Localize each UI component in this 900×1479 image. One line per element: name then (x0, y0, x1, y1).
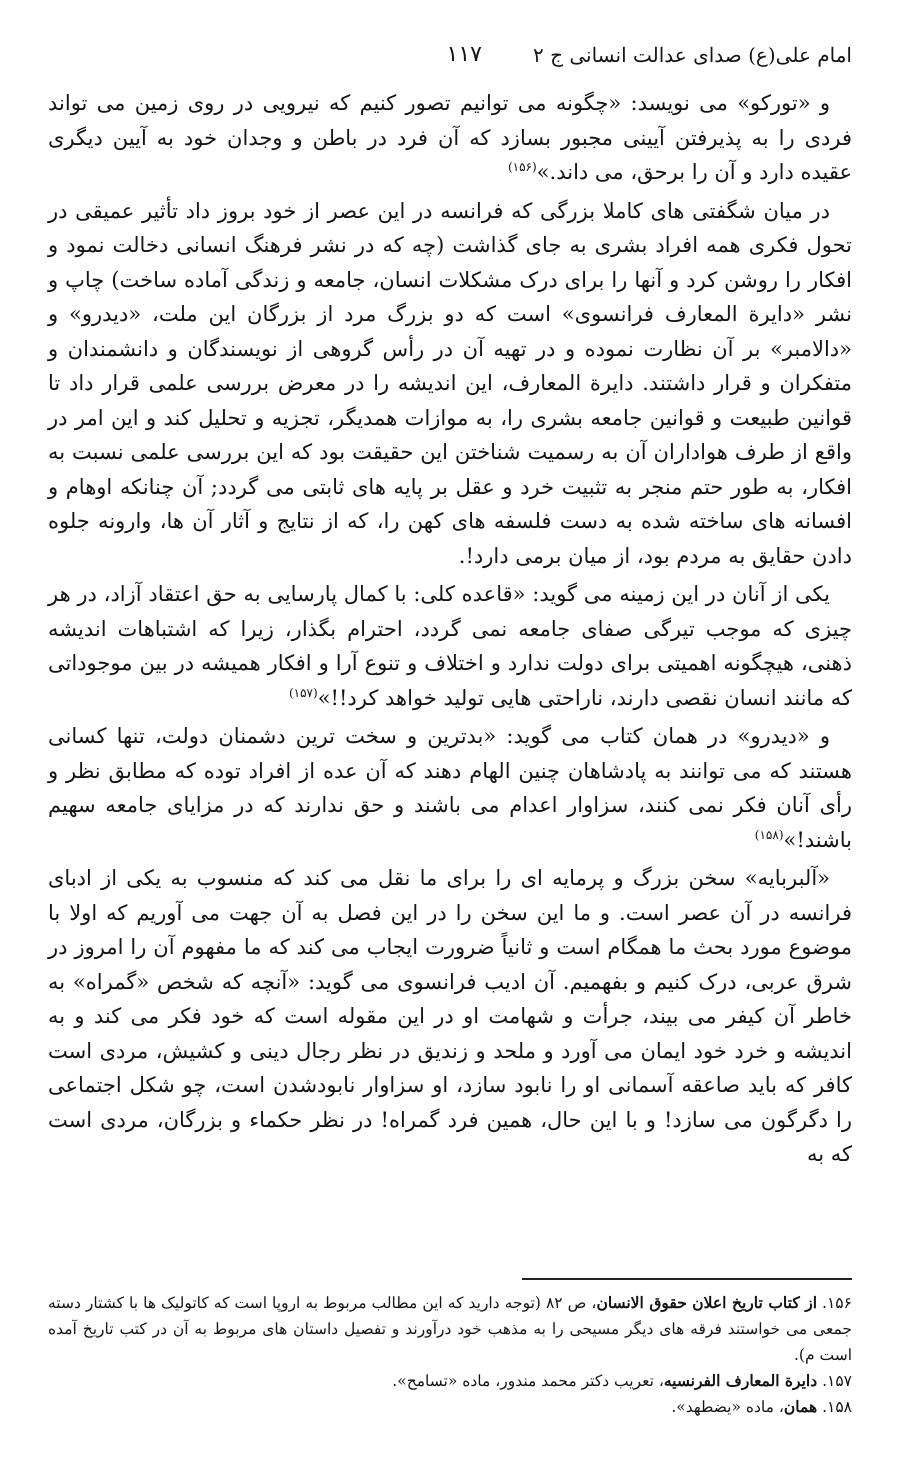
paragraph (48, 194, 852, 574)
footnotes (48, 1290, 852, 1420)
main-text (48, 86, 852, 1176)
footnote-number: ۱۵۸. (822, 1398, 852, 1416)
footnote-ref: (۱۵۸) (754, 827, 784, 842)
paragraph (48, 577, 852, 715)
footnote-number: ۱۵۷. (822, 1372, 852, 1390)
footnote-text: ، ماده «یضطهد». (671, 1398, 784, 1416)
paragraph-text: «آلبربایه» سخن بزرگ و پرمایه ای را برای ما نقل می کند که منسوب به یکی از ادبای فرانسه در آن عصر است. و ما این سخن را در این فصل به آن جهت می آوریم که اولا با موضوع مورد بحث ما همگام است و ثانیاً ضرورت ایجاب می کند که ما مفهوم آن را امروز در شرق عربی، درک کنیم و بفهمیم. آن ادیب فرانسوی می گوید: «آنچه که شخص «گمراه» به خاطر آن کیفر می بیند، جرأت و شهامت او در این مقوله است که خود فکر می کند و به اندیشه و خرد خود ایمان می آورد و ملحد و زندیق در نظر رجال دینی و کشیش، مردی است کافر که باید صاعقه آسمانی او را نابود سازد، او سزاوار نابودشدن است، چو شکل اجتماعی را دگرگون می سازد! و با این حال، همین فرد گمراه! در نظر حکماء و بزرگان، مردی است که به (48, 866, 852, 1166)
paragraph (48, 861, 852, 1172)
footnote-ref: (۱۵۷) (288, 685, 318, 700)
paragraph (48, 86, 852, 190)
running-title: امام علی(ع) صدای عدالت انسانی ج ۲ (532, 43, 852, 67)
paragraph-text: و «تورکو» می نویسد: «چگونه می توانیم تصور کنیم که نیرویی در روی زمین می تواند فردی را به پذیرفتن آیینی مجبور بسازد که آن فرد در باطن و وجدان خود به آیین دیگری عقیده دارد و آن را برحق، می داند.» (48, 91, 852, 184)
paragraph-text: یکی از آنان در این زمینه می گوید: «قاعده کلی: با کمال پارسایی به حق اعتقاد آزاد، در هر چیزی که موجب تیرگی صفای جامعه نمی گردد، احترام بگذار، زیرا که اشتباهات اندیشه ذهنی، هیچگونه اهمیتی برای دولت ندارد و اختلاف و تنوع آرا و افکار همیشه در بین موجوداتی که مانند انسان نقصی دارند، ناراحتی هایی تولید خواهد کرد!!» (48, 582, 852, 710)
footnote-text: ، ص ۸۲ (توجه دارید که این مطالب مربوط به اروپا است که کاتولیک ها با کشتار دسته جمعی می خواستند فرقه های دیگر مسیحی را به مذهب خود درآورند و تفصیل داستان های مربوط به آن در کتب تاریخ آمده است م). (48, 1294, 852, 1364)
paragraph (48, 719, 852, 857)
footnote-source: دایرة المعارف الفرنسیه (663, 1371, 818, 1390)
footnote-source: همان (783, 1397, 818, 1416)
page-header (48, 38, 852, 72)
page-number: ۱۱۷ (446, 42, 482, 67)
footnote-number: ۱۵۶. (822, 1294, 852, 1312)
paragraph-text: و «دیدرو» در همان کتاب می گوید: «بدترین و سخت ترین دشمنان دولت، تنها کسانی هستند که می توانند به پادشاهان چنین الهام دهند که آن عده از افراد توده که مطابق نظر و رأی آنان فکر نمی کنند، سزاوار اعدام می باشند و حق ندارند که در مزایای جامعه سهیم باشند!» (48, 724, 852, 852)
footnote (48, 1368, 852, 1394)
paragraph-text: در میان شگفتی های کاملا بزرگی که فرانسه در این عصر از خود بروز داد تأثیر عمیقی در تحول فکری همه افراد بشری به جای گذاشت (چه که در نشر فرهنگ انسانی دخالت نمود و افکار را روشن کرد و آنها را برای درک مشکلات انسان، جامعه و زندگی آماده ساخت) چاپ و نشر «دایرة المعارف فرانسوی» است که دو بزرگ مرد از بزرگان این ملت، «دیدرو» و «دالامبر» بر آن نظارت نموده و در تهیه آن در رأس گروهی از نویسندگان و دانشمندان و متفکران و قرار داشتند. دایرة المعارف، این اندیشه را در معرض بررسی علمی قرار داد تا قوانین طبیعت و قوانین جامعه بشری را، به موازات همدیگر، تجزیه و تحلیل کند و این امر در واقع از طرف هواداران آن به رسمیت شناختن این حقیقت بود که این بررسی علمی نسبت به افکار، به طور حتم منجر به تثبیت خرد و عقل بر پایه های ثابتی می گردد; آن چنانکه اوهام و افسانه های ساخته شده به دست فلسفه های کهن را، که از نتایج و آثار آن ها، وارونه جلوه دادن حقایق به مردم بود، از میان برمی دارد!. (48, 198, 852, 568)
footnote-ref: (۱۵۶) (507, 160, 537, 174)
footnote-text: ، تعریب دکتر محمد مندور، ماده «تسامح». (392, 1372, 664, 1390)
footnote (48, 1394, 852, 1420)
footnote-separator (522, 1278, 852, 1280)
footnote-source: از کتاب تاریخ اعلان حقوق الانسان (596, 1293, 817, 1312)
footnote (48, 1290, 852, 1368)
